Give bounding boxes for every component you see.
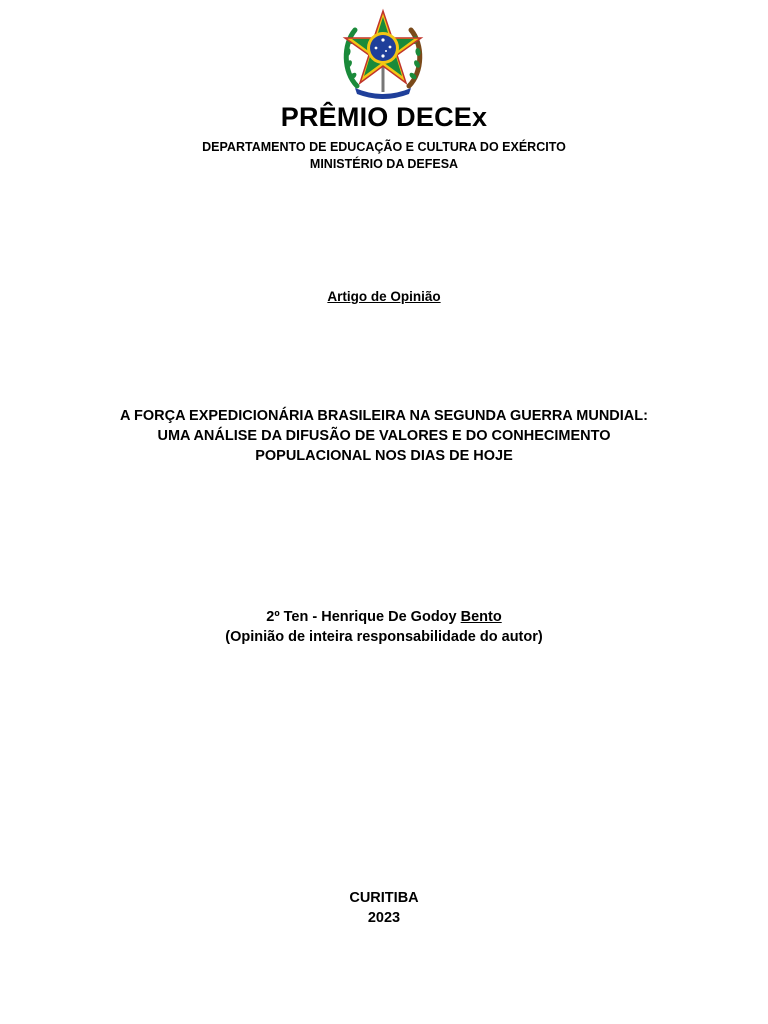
city-name: CURITIBA [349, 890, 419, 906]
article-genre: Artigo de Opinião [327, 289, 441, 304]
author-disclaimer: (Opinião de inteira responsabilidade do autor) [225, 629, 543, 645]
author-block [0, 607, 768, 647]
award-title: PRÊMIO DECEx [280, 102, 488, 132]
article-title [0, 406, 768, 466]
article-title-line: POPULACIONAL NOS DIAS DE HOJE [255, 448, 513, 464]
article-title-line: A FORÇA EXPEDICIONÁRIA BRASILEIRA NA SEGUNDA GUERRA MUNDIAL: [120, 408, 648, 424]
author-prefix: 2º Ten - Henrique De Godoy [266, 609, 461, 625]
article-title-line: UMA ANÁLISE DA DIFUSÃO DE VALORES E DO CONHECIMENTO [157, 428, 611, 444]
department-name: DEPARTAMENTO DE EDUCAÇÃO E CULTURA DO EXÉRCITO [202, 140, 566, 154]
brazil-coat-of-arms-icon [337, 8, 429, 100]
year: 2023 [367, 910, 401, 926]
author-surname: Bento [460, 609, 502, 625]
ministry-name: MINISTÉRIO DA DEFESA [309, 157, 459, 171]
author-name [0, 607, 768, 627]
location-block [0, 888, 768, 928]
